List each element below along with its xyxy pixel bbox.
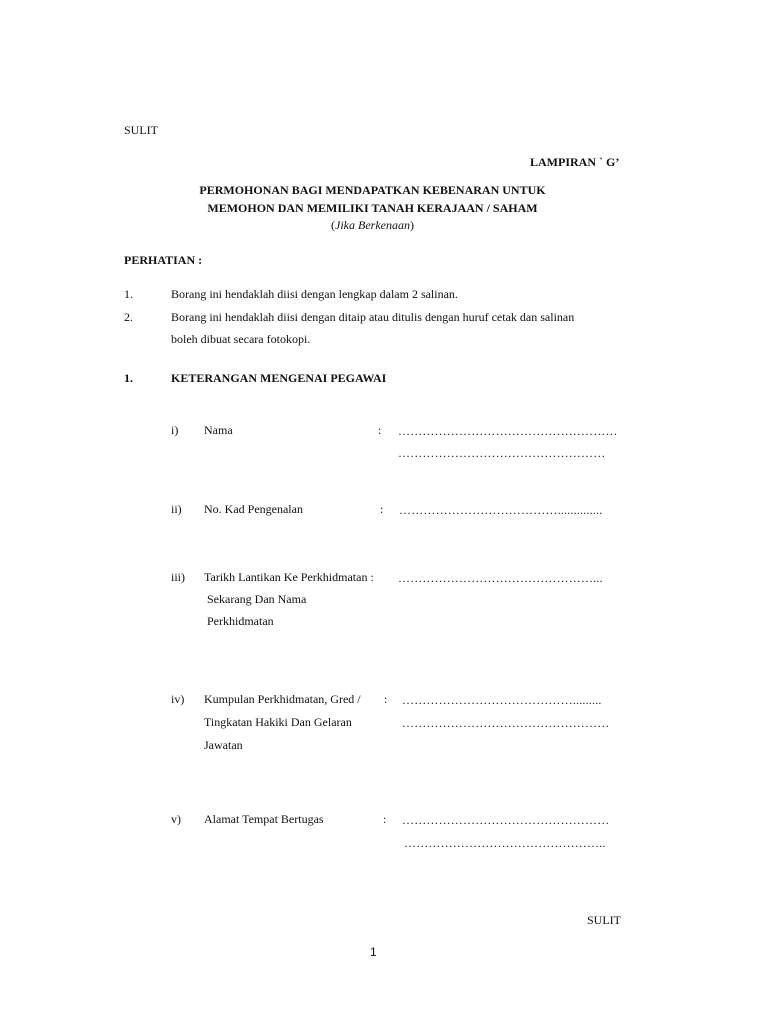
ic-number-entry-line[interactable]: ………………………………….............. [399,503,603,517]
classification-footer: SULIT [587,913,621,927]
field-label-work-address: Alamat Tempat Bertugas [204,812,324,826]
field-label-continued: Tingkatan Hakiki Dan Gelaran [204,715,352,729]
section-heading: KETERANGAN MENGENAI PEGAWAI [171,371,387,385]
section-number: 1. [124,371,133,385]
form-title-note: (Jika Berkenaan) [331,218,414,232]
notice-heading: PERHATIAN : [124,253,203,267]
notice-item-text: Borang ini hendaklah diisi dengan ditaip atau ditulis dengan huruf cetak dan salinan [171,310,575,324]
classification-header: SULIT [124,123,158,137]
form-title-line-2: MEMOHON DAN MEMILIKI TANAH KERAJAAN / SAHAM [207,201,538,215]
field-number: ii) [171,502,182,516]
field-label-ic-number: No. Kad Pengenalan [204,502,303,516]
field-label-continued: Sekarang Dan Nama [207,592,307,606]
notice-item-text-continued: boleh dibuat secara fotokopi. [171,332,311,346]
field-label-service-group: Kumpulan Perkhidmatan, Gred / [204,692,361,706]
field-colon: : [383,812,387,826]
field-number: v) [171,812,181,826]
page-number: 1 [370,945,377,959]
service-group-entry-line-1[interactable]: ……………………………………......... [402,693,602,707]
field-number: iv) [171,692,185,706]
notice-item-text: Borang ini hendaklah diisi dengan lengkap dalam 2 salinan. [171,287,458,301]
notice-item-number: 1. [124,287,133,301]
appointment-entry-line[interactable]: …………………………………………... [398,571,603,585]
field-label-continued: Jawatan [204,738,243,752]
name-entry-line-1[interactable]: ……………………………………………… [398,424,618,438]
form-title-line-1: PERMOHONAN BAGI MENDAPATKAN KEBENARAN UNTUK [199,183,546,197]
field-label-appointment-date: Tarikh Lantikan Ke Perkhidmatan : [204,570,374,584]
field-label-name: Nama [204,423,233,437]
field-colon: : [380,502,384,516]
notice-item-number: 2. [124,310,133,324]
service-group-entry-line-2[interactable]: …………………………………………… [402,716,610,730]
work-address-entry-line-2[interactable]: ………………………………………….. [404,836,606,850]
name-entry-line-2[interactable]: …………………………………………… [398,446,606,460]
work-address-entry-line-1[interactable]: …………………………………………… [402,813,610,827]
appendix-label: LAMPIRAN ` G’ [530,155,620,169]
field-colon: : [384,692,388,706]
field-number: iii) [171,570,185,584]
field-number: i) [171,423,179,437]
field-label-continued: Perkhidmatan [207,614,274,628]
field-colon: : [378,423,382,437]
